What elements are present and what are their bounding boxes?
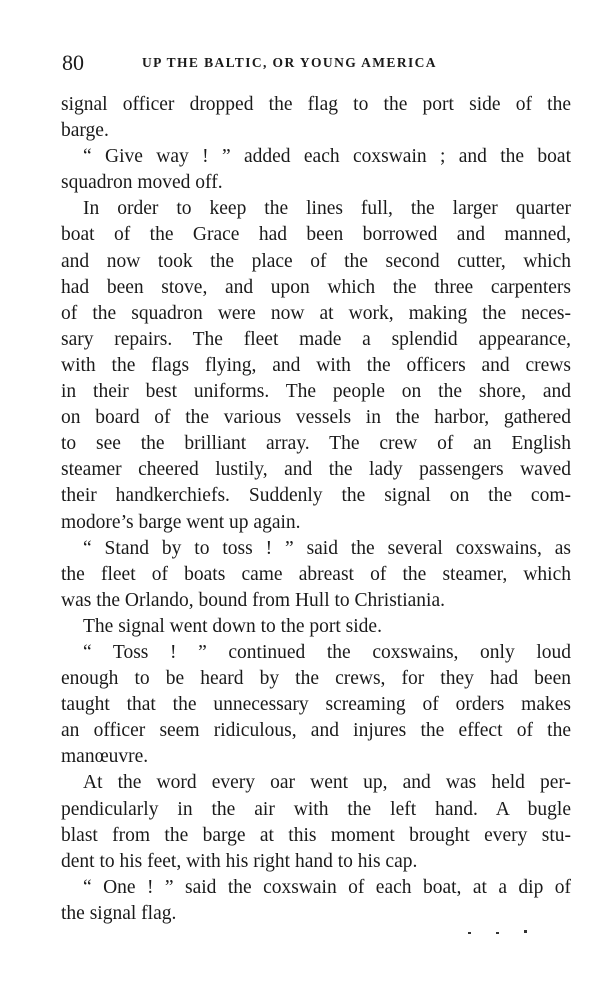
text-line: “ Give way ! ” added each coxswain ; and the boat <box>83 146 571 168</box>
text-line: with the flags flying, and with the officers and crews <box>61 354 571 376</box>
text-line: boat of the Grace had been borrowed and manned, <box>61 224 571 246</box>
footer-mark <box>496 932 499 934</box>
text-line: “ Stand by to toss ! ” said the several coxswains, as <box>83 537 571 559</box>
text-line: squadron moved off. <box>61 172 223 194</box>
text-line: steamer cheered lustily, and the lady passengers waved <box>61 459 571 481</box>
text-line: in their best uniforms. The people on the shore, and <box>61 381 571 403</box>
text-line: In order to keep the lines full, the larger quarter <box>83 198 571 220</box>
text-line: the signal flag. <box>61 902 177 924</box>
text-line: their handkerchiefs. Suddenly the signal on the com- <box>61 485 571 507</box>
text-line: an officer seem ridiculous, and injures the effect of the <box>61 720 571 742</box>
text-line: manœuvre. <box>61 746 149 768</box>
text-line: At the word every oar went up, and was held per- <box>83 772 571 794</box>
body-text <box>61 92 571 927</box>
footer-mark <box>524 930 527 933</box>
footer-marks <box>466 926 536 938</box>
footer-mark <box>468 932 471 934</box>
text-line: modore’s barge went up again. <box>61 511 301 533</box>
running-head <box>62 48 572 78</box>
text-line: barge. <box>61 120 109 142</box>
text-line: was the Orlando, bound from Hull to Christiania. <box>61 589 445 611</box>
text-line: The signal went down to the port side. <box>83 615 382 637</box>
text-line: blast from the barge at this moment brought every stu- <box>61 824 571 846</box>
text-line: signal officer dropped the flag to the port side of the <box>61 94 571 115</box>
text-line: had been stove, and upon which the three carpenters <box>61 276 571 298</box>
text-line: on board of the various vessels in the harbor, gathered <box>61 407 571 429</box>
text-line: taught that the unnecessary screaming of orders makes <box>61 694 571 716</box>
page-number: 80 <box>62 50 84 75</box>
text-line: to see the brilliant array. The crew of an English <box>61 433 571 455</box>
text-line: and now took the place of the second cutter, which <box>61 250 571 272</box>
text-line: of the squadron were now at work, making the neces- <box>61 302 571 324</box>
text-line: “ Toss ! ” continued the coxswains, only loud <box>83 641 571 663</box>
text-line: sary repairs. The fleet made a splendid appearance, <box>61 328 571 350</box>
text-line: “ One ! ” said the coxswain of each boat, at a dip of <box>83 876 571 898</box>
text-line: enough to be heard by the crews, for they had been <box>61 668 571 690</box>
text-line: the fleet of boats came abreast of the steamer, which <box>61 563 571 585</box>
text-line: pendicularly in the air with the left hand. A bugle <box>61 798 571 820</box>
text-line: dent to his feet, with his right hand to his cap. <box>61 850 418 872</box>
running-title: UP THE BALTIC, OR YOUNG AMERICA <box>142 55 437 70</box>
